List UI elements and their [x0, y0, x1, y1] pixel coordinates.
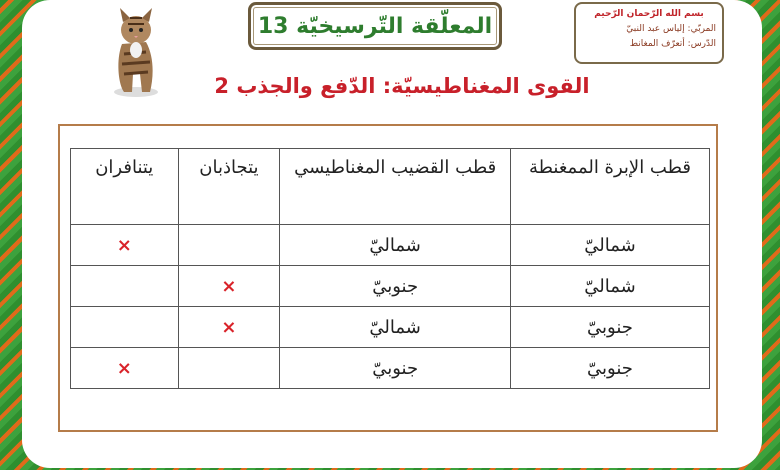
- table-row: [71, 307, 710, 348]
- needle-pole-cell: شماليّ: [510, 266, 709, 307]
- lesson-subtitle: القوى المغناطيسيّة: الدّفع والجذب 2: [214, 74, 590, 98]
- needle-pole-cell: جنوبيّ: [510, 348, 709, 389]
- attract-mark[interactable]: ×: [178, 266, 280, 307]
- header-bar-pole: قطب القضيب المغناطيسي: [280, 149, 511, 225]
- teacher-text: المربّي: إلياس عبد النبيّ: [626, 24, 716, 34]
- cat-illustration: [100, 4, 170, 98]
- page-title-box: [248, 2, 502, 50]
- needle-pole-cell: شماليّ: [510, 225, 709, 266]
- table-row: [71, 225, 710, 266]
- repel-mark[interactable]: [71, 307, 179, 348]
- repel-mark[interactable]: ×: [71, 225, 179, 266]
- repel-mark[interactable]: ×: [71, 348, 179, 389]
- magnet-poles-table: [70, 148, 710, 389]
- header-repel: يتنافران: [71, 149, 179, 225]
- attract-mark[interactable]: ×: [178, 307, 280, 348]
- exercise-frame: [58, 124, 718, 432]
- basmala-text: بسم الله الرّحمان الرّحيم: [594, 9, 704, 19]
- bar-pole-cell: جنوبيّ: [280, 266, 511, 307]
- info-box: [574, 2, 724, 64]
- header-attract: يتجاذبان: [178, 149, 280, 225]
- bar-pole-cell: جنوبيّ: [280, 348, 511, 389]
- needle-pole-cell: جنوبيّ: [510, 307, 709, 348]
- bar-pole-cell: شماليّ: [280, 307, 511, 348]
- table-header-row: [71, 149, 710, 225]
- repel-mark[interactable]: [71, 266, 179, 307]
- lesson-text: الدّرس: أتعرّف المغانط: [629, 39, 716, 49]
- attract-mark[interactable]: [178, 348, 280, 389]
- header-needle-pole: قطب الإبرة الممغنطة: [510, 149, 709, 225]
- attract-mark[interactable]: [178, 225, 280, 266]
- table-row: [71, 266, 710, 307]
- bar-pole-cell: شماليّ: [280, 225, 511, 266]
- table-row: [71, 348, 710, 389]
- page-title: المعلّقة التّرسيخيّة 13: [257, 13, 493, 39]
